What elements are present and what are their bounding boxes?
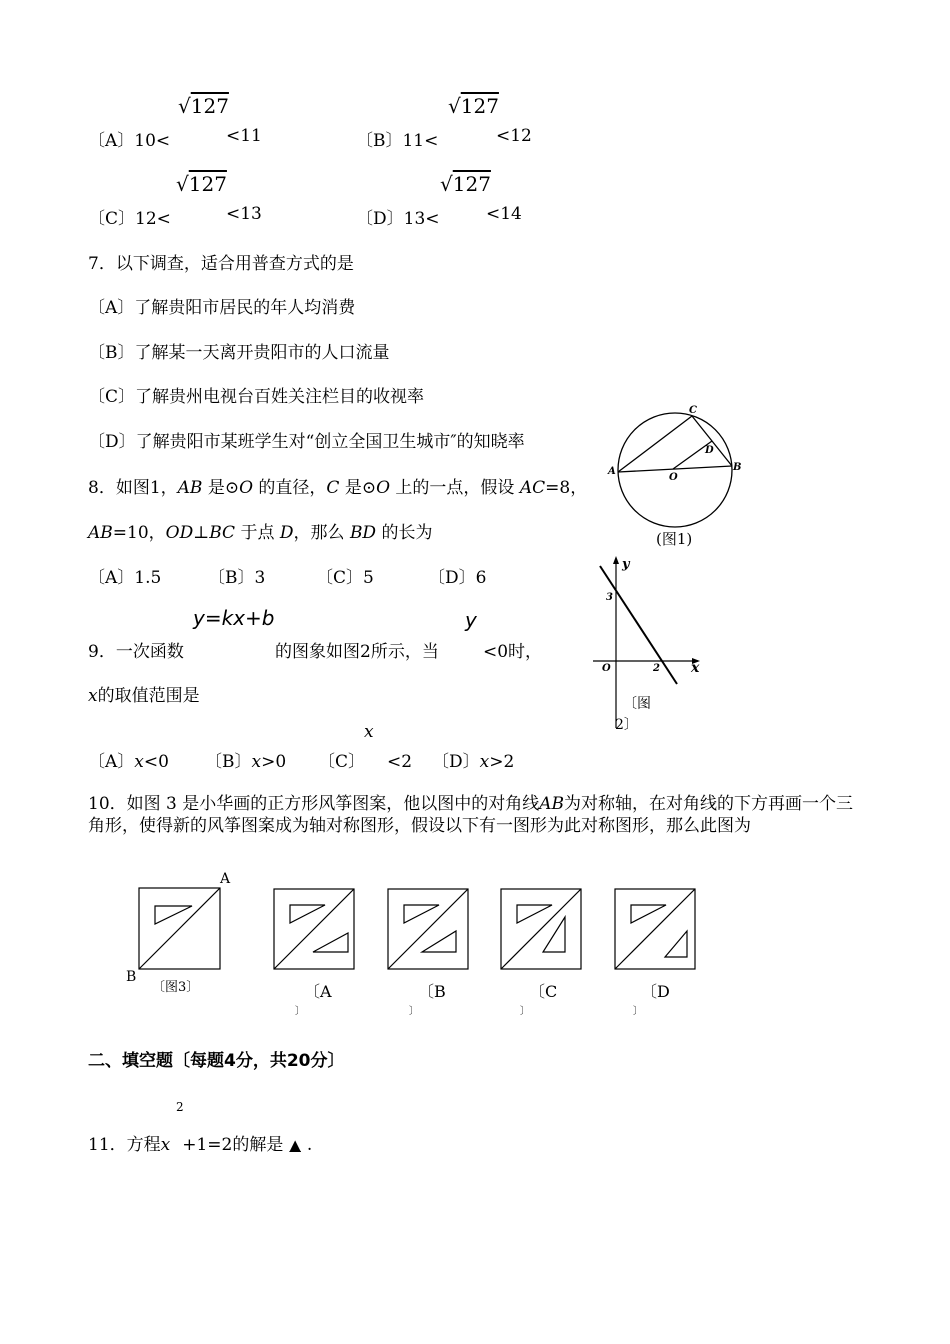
q7-option-d: 〔D〕了解贵阳市某班学生对“创立全国卫生城市″的知晓率 — [88, 432, 525, 452]
choice-diagonal — [274, 889, 354, 969]
point-label-o: O — [669, 472, 678, 483]
q10-stem: 10．如图 3 是小华画的正方形风筝图案，他以图中的对角线AB为对称轴，在对角线的下方再画一个三角形，使得新的风筝图案成为轴对称图形，假设以下有一图形为此对称图形，那么此图为 — [88, 794, 854, 836]
diagonal-ab — [139, 888, 220, 969]
choice-b-caption-1: 〔B — [418, 982, 446, 1001]
q9-option-c: 〔C〕 <2 — [318, 752, 413, 772]
q6-option-a: 〔A〕10< — [88, 131, 171, 151]
figure-1-caption: (图1) — [656, 530, 693, 548]
sqrt-127: √127 — [448, 94, 499, 118]
q7-stem: 7．以下调查，适合用普查方式的是 — [88, 254, 354, 274]
figure-3-kite — [122, 868, 242, 998]
q9-x-variable: x — [364, 722, 374, 742]
q7-option-b: 〔B〕了解某一天离开贵阳市的人口流量 — [88, 343, 390, 363]
point-label-a: A — [608, 466, 616, 477]
choice-lower-triangle — [543, 917, 565, 952]
choice-lower-triangle — [665, 931, 687, 957]
q8-option-b: 〔B〕3 — [208, 568, 266, 588]
q6-option-d: 〔D〕13< — [356, 209, 440, 229]
q11-stem: 11．方程x +1=2的解是 ▲ . — [88, 1135, 313, 1155]
q9-stem-line2: x的取值范围是 — [88, 686, 200, 706]
point-label-c: C — [689, 405, 697, 416]
sqrt-127: √127 — [176, 172, 227, 196]
q11-exponent: 2 — [176, 1100, 184, 1114]
choice-lower-triangle — [422, 931, 456, 952]
section-2-heading: 二、填空题〔每题4分，共20分〕 — [88, 1051, 345, 1071]
q10-choice-a-figure — [270, 885, 360, 1025]
q10-choice-d-figure — [611, 885, 701, 1025]
origin-label: O — [602, 663, 611, 674]
q6-option-c: 〔C〕12< — [88, 209, 171, 229]
q9-option-a: 〔A〕x<0 — [88, 752, 169, 772]
q6-option-a-tail: <11 — [226, 126, 262, 146]
q8-option-d: 〔D〕6 — [428, 568, 487, 588]
choice-a-caption-2: 〕 — [295, 1006, 305, 1017]
answer-blank: ▲ — [289, 1136, 301, 1154]
choice-c-caption-1: 〔C — [529, 982, 558, 1001]
choice-upper-triangle — [631, 905, 666, 923]
figure-2-line-graph — [588, 553, 713, 738]
choice-diagonal — [388, 889, 468, 969]
figure-2-caption-2: 2〕 — [615, 717, 638, 733]
label-a: A — [220, 871, 231, 887]
q7-option-c: 〔C〕了解贵州电视台百姓关注栏目的收视率 — [88, 387, 425, 407]
choice-upper-triangle — [517, 905, 552, 923]
q10-choice-b-figure — [384, 885, 474, 1025]
q8-option-a: 〔A〕1.5 — [88, 568, 162, 588]
choice-lower-triangle — [313, 933, 348, 952]
y-axis-label: y — [622, 557, 630, 572]
label-b: B — [126, 969, 137, 985]
circle-o — [618, 413, 732, 527]
q9-option-d: 〔D〕x>2 — [432, 752, 515, 772]
x-intercept-label: 2 — [653, 663, 660, 674]
q6-option-b-tail: <12 — [496, 126, 532, 146]
choice-upper-triangle — [404, 905, 439, 923]
sqrt-127: √127 — [178, 94, 229, 118]
q8-option-c: 〔C〕5 — [316, 568, 374, 588]
figure-2-caption-1: 〔图 — [623, 696, 651, 712]
q9-option-b: 〔B〕x>0 — [205, 752, 287, 772]
y-intercept-label: 3 — [606, 592, 613, 603]
q8-stem-line2: AB=10，OD⊥BC 于点 D，那么 BD 的长为 — [88, 523, 433, 543]
choice-c-caption-2: 〕 — [520, 1006, 530, 1017]
choice-diagonal — [501, 889, 581, 969]
q9-y-variable: y — [465, 608, 477, 632]
point-label-d: D — [705, 445, 714, 456]
choice-b-caption-2: 〕 — [409, 1006, 419, 1017]
x-axis-label: x — [691, 660, 700, 676]
figure-1-circle-diagram — [605, 400, 755, 552]
y-axis-arrow — [613, 556, 619, 564]
choice-a-caption-1: 〔A — [304, 982, 332, 1001]
q7-option-a: 〔A〕了解贵阳市居民的年人均消费 — [88, 298, 356, 318]
q6-option-b: 〔B〕11< — [356, 131, 439, 151]
choice-d-caption-2: 〕 — [633, 1006, 643, 1017]
q6-option-c-tail: <13 — [226, 204, 262, 224]
q10-choice-c-figure — [497, 885, 587, 1025]
sqrt-127: √127 — [440, 172, 491, 196]
choice-d-caption-1: 〔D — [641, 982, 670, 1001]
figure-3-caption: 〔图3〕 — [152, 980, 200, 995]
choice-upper-triangle — [290, 905, 325, 923]
q9-stem-post: <0时， — [483, 642, 543, 662]
q9-formula: y=kx+b — [193, 606, 275, 630]
graph-line — [600, 566, 677, 684]
q6-option-d-tail: <14 — [486, 204, 522, 224]
q9-stem-mid: 的图象如图2所示，当 — [275, 642, 439, 662]
q9-stem-pre: 9．一次函数 — [88, 642, 184, 662]
point-label-b: B — [733, 462, 742, 473]
q8-stem-line1: 8．如图1，AB 是⊙O 的直径，C 是⊙O 上的一点，假设 AC=8， — [88, 478, 588, 498]
